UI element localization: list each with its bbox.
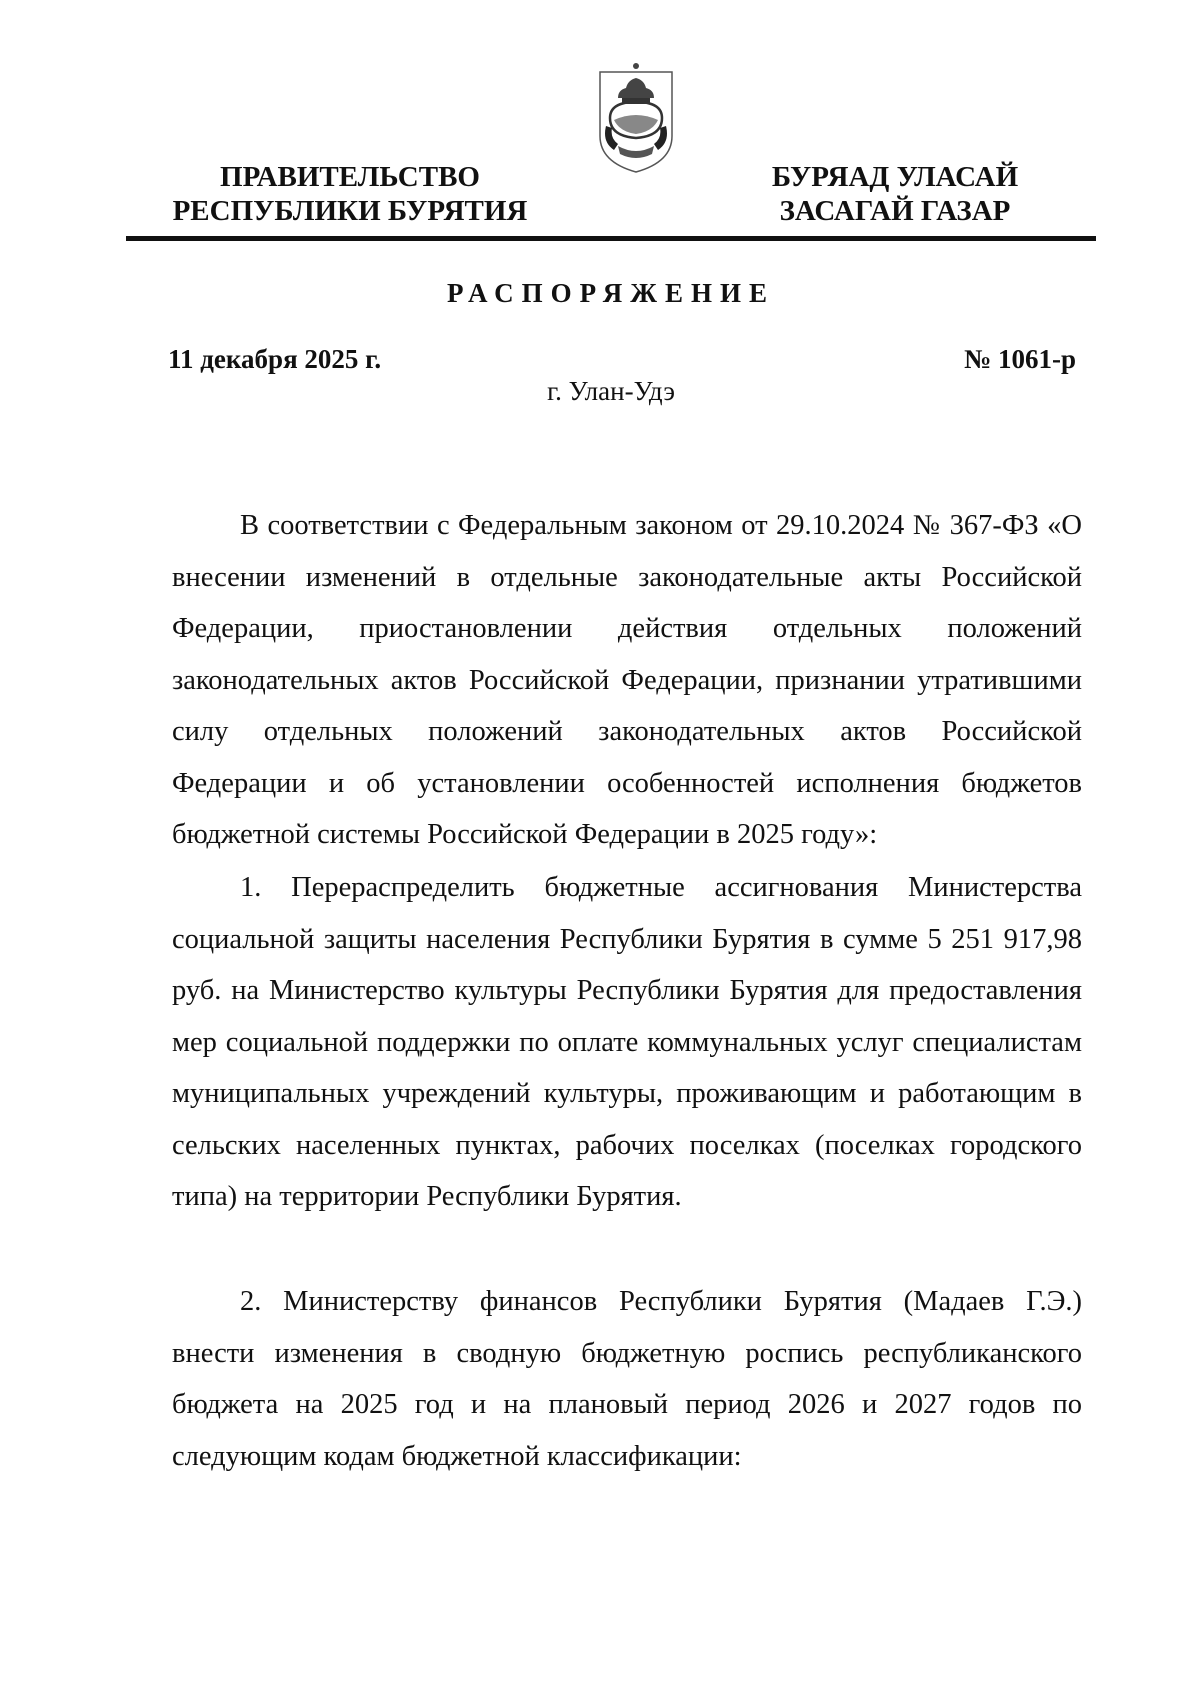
document-city: г. Улан-Удэ [547,376,675,406]
document-number: № 1061-р [964,344,1076,374]
body-paragraph-preamble: В соответствии с Федеральным законом от 29.10.2024 № 367-ФЗ «О внесении изменений в отдельные законодательные акты Российской Федерации, приостановлении действия отдельных положений законодательных актов Российской Федерации, признании утратившими силу отдельных положений законодательных актов Российской Федерации и об установлении особенностей исполнения бюджетов бюджетной системы Российской Федерации в 2025 году»: [172,510,1082,850]
header-right-line-1: БУРЯАД УЛАСАЙ [771,161,1019,193]
header-right-line-2: ЗАСАГАЙ ГАЗАР [779,195,1011,227]
header-left-line-1: ПРАВИТЕЛЬСТВО [220,161,480,193]
document-date: 11 декабря 2025 г. [168,344,382,374]
body-paragraph-item-1: 1. Перераспределить бюджетные ассигнования Министерства социальной защиты населения Республики Бурятия в сумме 5 251 917,98 руб. на Министерство культуры Республики Бурятия для предоставления мер социальной поддержки по оплате коммунальных услуг специалистам муниципальных учреждений культуры, проживающим и работающим в сельских населенных пунктах, рабочих поселках (поселках городского типа) на территории Республики Бурятия. [172,872,1082,1212]
header-left-line-2: РЕСПУБЛИКИ БУРЯТИЯ [172,195,528,227]
government-name-russian [170,160,530,228]
coat-of-arms-icon [592,58,680,176]
document-title: РАСПОРЯЖЕНИЕ [446,278,776,308]
header-divider [126,236,1096,241]
government-name-buryat [750,160,1040,228]
body-paragraph-item-2: 2. Министерству финансов Республики Бурятия (Мадаев Г.Э.) внести изменения в сводную бюджетную роспись республиканского бюджета на 2025 год и на плановый период 2026 и 2027 годов по следующим кодам бюджетной классификации: [172,1286,1082,1472]
